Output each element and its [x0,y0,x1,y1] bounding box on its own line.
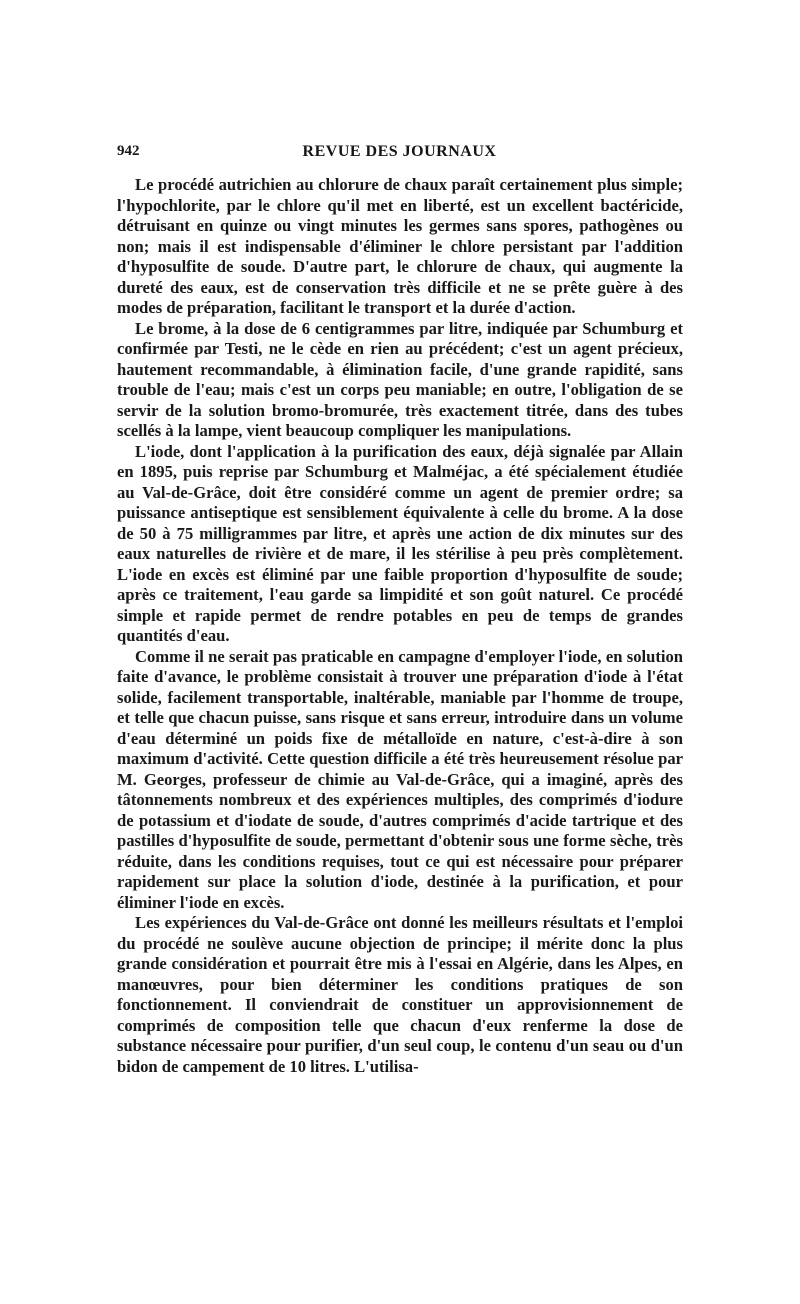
paragraph-experiences: Les expériences du Val-de-Grâce ont donné les meilleurs résultats et l'emploi du procédé ne soulève aucune objection de principe; il mérite donc la plus grande considération et pourrait être mis à l'essai en Algérie, dans les Alpes, en manœuvres, pour bien déterminer les conditions pratiques de son fonctionnement. Il conviendrait de constituer un approvisionnement de comprimés de composition telle que chacun d'eux renferme la dose de substance nécessaire pour purifier, d'un seul coup, le contenu d'un seau ou d'un bidon de campement de 10 litres. L'utilisa- [117,913,683,1076]
paragraph-brome: Le brome, à la dose de 6 centigrammes par litre, indiquée par Schumburg et confirmée par Testi, ne le cède en rien au précédent; c'est un agent précieux, hautement recommandable, à élimination facile, d'une grande rapidité, sans trouble de l'eau; mais c'est un corps peu maniable; en outre, l'obligation de se servir de la solution bromo-bromurée, très exactement titrée, dans des tubes scellés à la lampe, vient beaucoup compliquer les manipulations. [117,318,683,440]
page-number: 942 [117,143,140,159]
paragraph-chlorure: Le procédé autrichien au chlorure de chaux paraît certainement plus simple; l'hypochlorite, par le chlore qu'il met en liberté, est un excellent bactéricide, détruisant en quinze ou vingt minutes les germes sans spores, pathogènes ou non; mais il est indispensable d'éliminer le chlore persistant par l'addition d'hyposulfite de soude. D'autre part, le chlorure de chaux, qui augmente la dureté des eaux, est de conservation très difficile et ne se prête guère à des modes de préparation, facilitant le transport et la durée d'action. [117,175,683,317]
page-header [117,143,682,169]
paragraph-preparation: Comme il ne serait pas praticable en campagne d'employer l'iode, en solution faite d'avance, le problème consistait à trouver une préparation d'iode à l'état solide, facilement transportable, inaltérable, maniable par l'homme de troupe, et telle que chacun puisse, sans risque et sans erreur, introduire dans un volume d'eau déterminé un poids fixe de métalloïde en nature, c'est-à-dire à son maximum d'activité. Cette question difficile a été très heureusement résolue par M. Georges, professeur de chimie au Val-de-Grâce, qui a imaginé, après des tâtonnements nombreux et des expériences multiples, des comprimés d'iodure de potassium et d'iodate de soude, d'autres comprimés d'acide tartrique et des pastilles d'hyposulfite de soude, permettant d'obtenir sous une forme sèche, très réduite, dans les conditions requises, tout ce qui est nécessaire pour préparer rapidement sur place la solution d'iode, destinée à la purification, et pour éliminer l'iode en excès. [117,646,683,912]
running-title: REVUE DES JOURNAUX [302,143,497,160]
body-text [117,175,683,1077]
paragraph-iode: L'iode, dont l'application à la purification des eaux, déjà signalée par Allain en 1895, puis reprise par Schumburg et Malméjac, a été spécialement étudiée au Val-de-Grâce, doit être considéré comme un agent de premier ordre; sa puissance antiseptique est sensiblement équivalente à celle du brome. A la dose de 50 à 75 milligrammes par litre, et après une action de dix minutes sur des eaux naturelles de rivière et de mare, il les stérilise à peu près complètement. L'iode en excès est éliminé par une faible proportion d'hyposulfite de soude; après ce traitement, l'eau garde sa limpidité et son goût naturel. Ce procédé simple et rapide permet de rendre potables en peu de temps de grandes quantités d'eau. [117,441,683,645]
